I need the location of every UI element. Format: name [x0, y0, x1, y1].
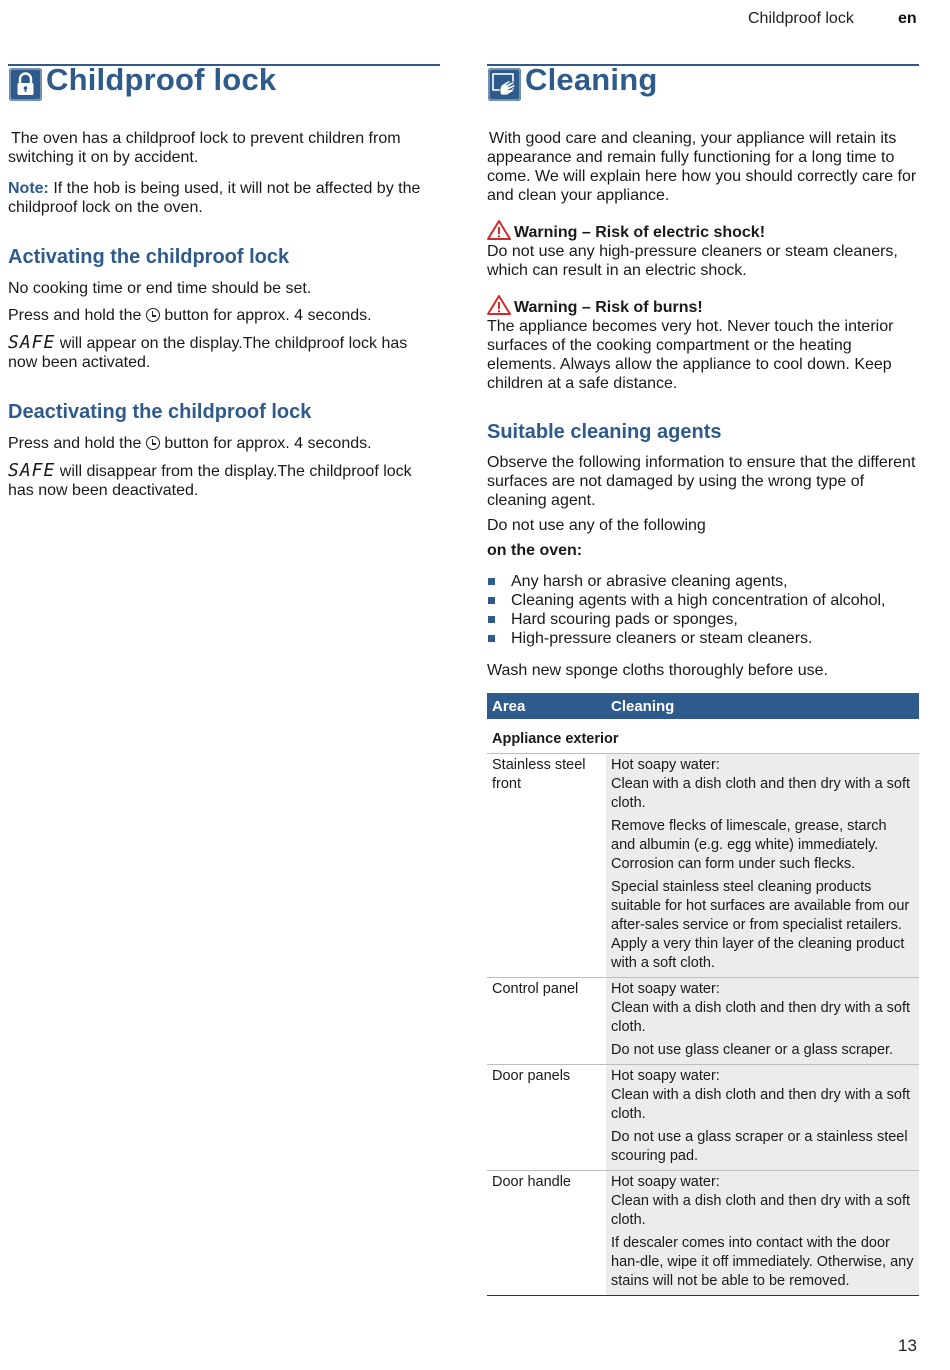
table-group-row: [487, 719, 919, 754]
running-header-language: en: [898, 10, 917, 27]
table-row: [487, 1065, 919, 1171]
warning-triangle-icon: [487, 220, 511, 240]
warning-electric-shock-heading: Warning – Risk of electric shock!: [514, 224, 766, 241]
activate-step-3-post: will appear on the display.The childproof lock has now been activated.: [8, 335, 408, 371]
agents-para-2: Do not use any of the following: [487, 517, 706, 534]
agents-para-1: Observe the following information to ensure that the different surfaces are not damaged by using the wrong type of cleaning agent.: [487, 454, 916, 509]
column-header-area: Area: [487, 693, 606, 719]
column-header-cleaning: Cleaning: [606, 693, 919, 719]
note-text: If the hob is being used, it will not be affected by the childproof lock on the oven.: [8, 180, 421, 216]
activate-step-2: [8, 306, 440, 325]
table-cell-area: Control panel: [487, 978, 606, 1065]
table-row: [487, 754, 919, 978]
warning-burns-text: The appliance becomes very hot. Never touch the interior surfaces of the cooking compartment or the heating elements. Always allow the appliance to cool down. Keep children at a safe distance.: [487, 318, 894, 392]
table-cell-area: Stainless steel front: [487, 754, 606, 978]
list-item: Cleaning agents with a high concentration of alcohol,: [487, 591, 919, 610]
table-row: [487, 1171, 919, 1296]
activate-step-2-pre: Press and hold the: [8, 307, 146, 324]
cleaning-instruction: Hot soapy water: Clean with a dish cloth and then dry with a soft cloth.: [611, 757, 911, 811]
warning-burns-title: [487, 295, 919, 317]
deactivate-step-1-pre: Press and hold the: [8, 435, 146, 452]
safe-display-symbol: SAFE: [8, 332, 56, 353]
warning-electric-shock-title: [487, 220, 919, 242]
cleaning-icon: [488, 68, 521, 101]
table-cell-cleaning: [606, 1065, 919, 1171]
agents-para-3: on the oven:: [487, 542, 583, 559]
list-item: High-pressure cleaners or steam cleaners.: [487, 629, 919, 648]
table-cell-cleaning: [606, 1171, 919, 1296]
deactivate-step-2: [8, 461, 440, 500]
warning-electric-shock: [487, 220, 919, 280]
table-cell-area: Door handle: [487, 1171, 606, 1296]
warning-electric-shock-text: Do not use any high-pressure cleaners or steam cleaners, which can result in an electric shock.: [487, 243, 898, 279]
table-cell-cleaning: [606, 978, 919, 1065]
heading-cleaning-agents: Suitable cleaning agents: [487, 421, 722, 443]
agents-bullet-list: [487, 572, 919, 648]
list-item: Hard scouring pads or sponges,: [487, 610, 919, 629]
warning-burns: [487, 295, 919, 393]
childproof-note: [8, 179, 440, 217]
table-group-label: Appliance exterior: [492, 731, 619, 747]
warning-triangle-icon: [487, 295, 511, 315]
deactivate-step-1: [8, 434, 440, 453]
childproof-lock-header: [8, 64, 440, 108]
childproof-lock-column: [8, 64, 440, 500]
page-title-childproof-lock: Childproof lock: [46, 62, 277, 97]
activate-step-3: [8, 333, 440, 372]
list-item: Any harsh or abrasive cleaning agents,: [487, 572, 919, 591]
safe-display-symbol: SAFE: [8, 460, 56, 481]
cleaning-instruction: Hot soapy water: Clean with a dish cloth and then dry with a soft cloth.: [611, 1174, 911, 1228]
warning-burns-heading: Warning – Risk of burns!: [514, 299, 703, 316]
cleaning-intro: With good care and cleaning, your appliance will retain its appearance and remain fully functioning for a long time to come. We will explain here how you should correctly care for and clean your appliance.: [487, 130, 917, 204]
childproof-intro: The oven has a childproof lock to prevent children from switching it on by accident.: [8, 130, 401, 166]
table-cell-cleaning: [606, 754, 919, 978]
deactivate-step-2-post: will disappear from the display.The childproof lock has now been deactivated.: [8, 463, 412, 499]
activate-step-2-post: button for approx. 4 seconds.: [159, 307, 372, 324]
heading-activating: Activating the childproof lock: [8, 246, 290, 268]
cleaning-instruction: Hot soapy water: Clean with a dish cloth and then dry with a soft cloth.: [611, 1068, 911, 1122]
table-body: [487, 719, 919, 1296]
cleaning-instruction: Remove flecks of limescale, grease, starch and albumin (e.g. egg white) immediately. Corrosion can form under such flecks.: [611, 818, 887, 872]
cleaning-instruction: Do not use glass cleaner or a glass scraper.: [611, 1042, 894, 1058]
note-label: Note:: [8, 180, 49, 197]
cleaning-instruction: Special stainless steel cleaning products suitable for hot surfaces are available from our after-sales service or from specialist retailers. Apply a very thin layer of the cleaning product with a soft cloth.: [611, 879, 910, 971]
cleaning-instruction: Hot soapy water: Clean with a dish cloth and then dry with a soft cloth.: [611, 981, 911, 1035]
page-title-cleaning: Cleaning: [525, 62, 658, 97]
clock-icon: [146, 308, 160, 322]
heading-deactivating: Deactivating the childproof lock: [8, 401, 312, 423]
agents-para-4: Wash new sponge cloths thoroughly before use.: [487, 662, 828, 679]
activate-step-1: No cooking time or end time should be set.: [8, 280, 312, 297]
table-row: [487, 978, 919, 1065]
deactivate-step-1-post: button for approx. 4 seconds.: [159, 435, 372, 452]
table-header-row: [487, 693, 919, 719]
cleaning-column: [487, 64, 919, 1296]
cleaning-instruction: Do not use a glass scraper or a stainless steel scouring pad.: [611, 1129, 908, 1164]
cleaning-header: [487, 64, 919, 108]
cleaning-instruction: If descaler comes into contact with the door han-dle, wipe it off immediately. Otherwise, any stains will not be able to be removed.: [611, 1235, 914, 1289]
page-number: 13: [898, 1336, 917, 1355]
running-header-section: Childproof lock: [748, 10, 854, 27]
table-cell-area: Door panels: [487, 1065, 606, 1171]
cleaning-table: [487, 693, 919, 1296]
clock-icon: [146, 436, 160, 450]
lock-icon: [9, 68, 42, 101]
